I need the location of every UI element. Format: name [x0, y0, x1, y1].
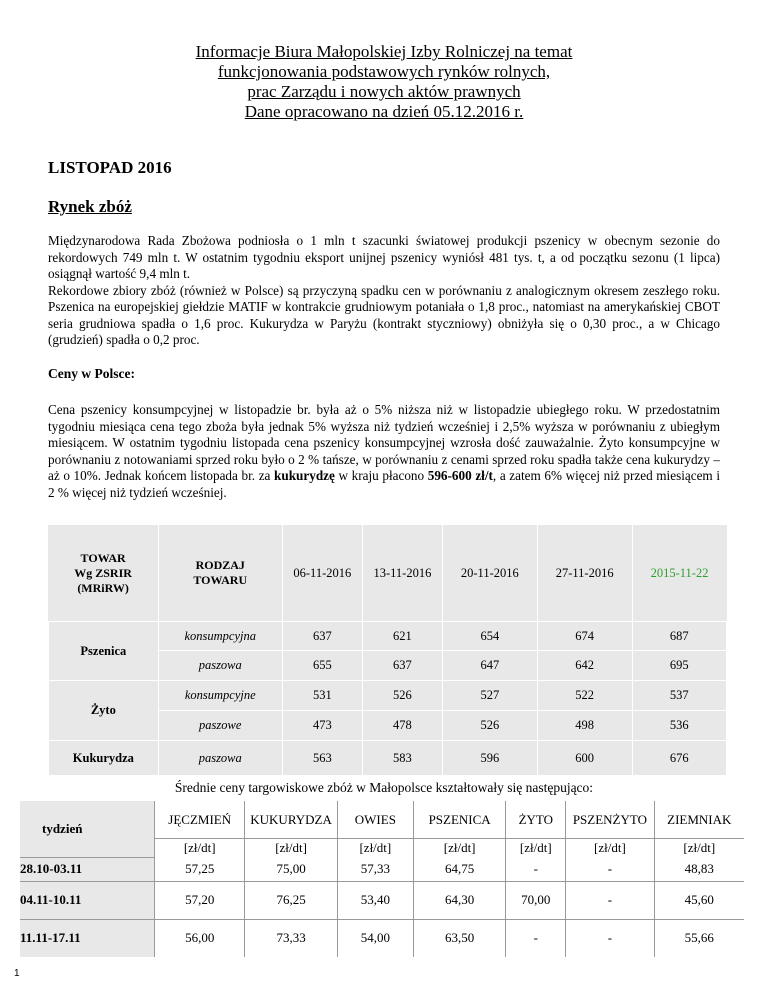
column-header: PSZENŻYTO [566, 801, 654, 839]
value-cell: 596 [442, 741, 537, 776]
value-cell: 563 [282, 741, 362, 776]
table-row [49, 741, 727, 776]
type-cell: konsumpcyjne [158, 681, 282, 711]
value-cell: 73,33 [245, 919, 337, 957]
unit-cell: [zł/dt] [506, 839, 566, 858]
header-text: TOWAR [80, 550, 126, 565]
header-line: funkcjonowania podstawowych rynków rolnych, [217, 62, 551, 81]
value-cell: 536 [632, 711, 726, 741]
national-prices-table [48, 525, 727, 776]
value-cell: 637 [282, 622, 362, 651]
value-cell: 57,25 [155, 857, 245, 881]
paragraph: Rekordowe zbiory zbóż (również w Polsce) są przyczyną spadku cen w porównaniu z analogicznym okresem zeszłego roku. Pszenica na europejskiej giełdzie MATIF w kontrakcie grudniowym potaniała o 1,8 proc., natomiast na amerykańskiej CBOT seria grudniowa spadła o 1,6 proc. Kukurydza w Paryżu (kontrakt styczniowy) obniżyła się o 0,30 proc., a w Chicago (grudzień) spadła o 0,2 proc. [48, 282, 720, 347]
value-cell: 695 [632, 651, 726, 681]
header-date: 13-11-2016 [362, 525, 442, 622]
value-cell: 531 [282, 681, 362, 711]
table-row [49, 681, 727, 711]
intro-paragraphs [48, 233, 720, 349]
paragraph-text: , a zatem 6% więcej niż przed miesiącem i 2 % więcej niż tydzień wcześniej. [48, 468, 720, 500]
value-cell: 655 [282, 651, 362, 681]
column-header: ZIEMNIAK [654, 801, 744, 839]
header-line: prac Zarządu i nowych aktów prawnych [247, 82, 521, 101]
paragraph-bold: kukurydzę [274, 468, 335, 483]
unit-cell: [zł/dt] [413, 839, 505, 858]
value-cell: 498 [537, 711, 632, 741]
unit-cell: [zł/dt] [337, 839, 413, 858]
value-cell: 76,25 [245, 881, 337, 919]
table-header-row [20, 801, 744, 839]
paragraph-text: w kraju płacono [334, 468, 428, 483]
unit-cell: [zł/dt] [155, 839, 245, 858]
header-date: 27-11-2016 [537, 525, 632, 622]
column-header: KUKURYDZA [245, 801, 337, 839]
value-cell: 522 [537, 681, 632, 711]
type-cell: paszowe [158, 711, 282, 741]
value-cell: 57,20 [155, 881, 245, 919]
section-title: LISTOPAD 2016 [48, 158, 172, 177]
value-cell: 53,40 [337, 881, 413, 919]
header-towar [49, 525, 159, 622]
value-cell: 674 [537, 622, 632, 651]
header-date: 20-11-2016 [442, 525, 537, 622]
value-cell: 54,00 [337, 919, 413, 957]
value-cell: 48,83 [654, 857, 744, 881]
header-rodzaj [158, 525, 282, 622]
value-cell: 621 [362, 622, 442, 651]
unit-cell: [zł/dt] [245, 839, 337, 858]
subsection-title: Rynek zbóż [48, 197, 132, 216]
unit-cell: [zł/dt] [566, 839, 654, 858]
value-cell: 654 [442, 622, 537, 651]
value-cell: 63,50 [413, 919, 505, 957]
column-header: JĘCZMIEŃ [155, 801, 245, 839]
header-date-prev-year: 2015-11-22 [632, 525, 726, 622]
value-cell: - [566, 857, 654, 881]
value-cell: 527 [442, 681, 537, 711]
value-cell: 56,00 [155, 919, 245, 957]
table-header-row [49, 525, 727, 622]
value-cell: 55,66 [654, 919, 744, 957]
table-row [20, 919, 744, 957]
header-text: (MRiRW) [77, 580, 129, 595]
unit-cell: [zł/dt] [654, 839, 744, 858]
value-cell: 676 [632, 741, 726, 776]
value-cell: 478 [362, 711, 442, 741]
type-cell: paszowa [158, 651, 282, 681]
header-text: Wg ZSRIR [74, 565, 132, 580]
value-cell: 687 [632, 622, 726, 651]
value-cell: 64,30 [413, 881, 505, 919]
group-cell: Pszenica [49, 622, 159, 681]
group-cell: Żyto [49, 681, 159, 741]
value-cell: 64,75 [413, 857, 505, 881]
header-date: 06-11-2016 [282, 525, 362, 622]
header-text: TOWARU [193, 573, 248, 587]
value-cell: - [566, 881, 654, 919]
header-line: Informacje Biura Małopolskiej Izby Rolniczej na temat [195, 42, 573, 61]
value-cell: 537 [632, 681, 726, 711]
paragraph-text: Cena pszenicy konsumpcyjnej w listopadzie br. była aż o 5% niższa niż w listopadzie ubiegłego roku. W przedostatnim tygodniu miesiąca cena tego zboża była jednak 5% wyższa niż tydzień wcześniej i 2,5% wyższa w porównaniu z ubiegłym miesiącem. W ostatnim tygodniu listopada cena pszenicy konsumpcyjnej wzrosła dość zauważalnie. Żyto konsumpcyjne w porównaniu z notowaniami sprzed roku było o 2 % tańsze, w porównaniu z cenami sprzed roku spadła także cena kukurydzy – aż o 10%. Jednak końcem listopada br. za [48, 402, 720, 483]
value-cell: 526 [362, 681, 442, 711]
week-cell: 04.11-10.11 [20, 881, 155, 919]
paragraph-bold: 596-600 zł/t [427, 468, 493, 483]
value-cell: 647 [442, 651, 537, 681]
value-cell: 45,60 [654, 881, 744, 919]
prices-heading: Ceny w Polsce: [48, 366, 135, 381]
week-cell: 11.11-17.11 [20, 919, 155, 957]
group-cell: Kukurydza [49, 741, 159, 776]
value-cell: 642 [537, 651, 632, 681]
page-number: 1 [14, 968, 20, 979]
value-cell: 57,33 [337, 857, 413, 881]
header-text: RODZAJ [195, 558, 245, 572]
value-cell: 70,00 [506, 881, 566, 919]
paragraph: Międzynarodowa Rada Zbożowa podniosła o 1 mln t szacunki światowej produkcji pszenicy w obecnym sezonie do rekordowych 749 mln t. W ostatnim tygodniu eksport unijnej pszenicy wyniósł 481 tys. t, a od początku sezonu (1 lipca) osiągnął wartość 9,4 mln t. [48, 233, 720, 281]
header-line: Dane opracowano na dzień 05.12.2016 r. [244, 102, 524, 121]
value-cell: 583 [362, 741, 442, 776]
table-row [20, 881, 744, 919]
value-cell: 637 [362, 651, 442, 681]
prices-paragraph [48, 402, 720, 501]
table-row [49, 622, 727, 651]
column-header: PSZENICA [413, 801, 505, 839]
value-cell: 526 [442, 711, 537, 741]
type-cell: paszowa [158, 741, 282, 776]
week-cell: 28.10-03.11 [20, 857, 155, 881]
value-cell: 600 [537, 741, 632, 776]
week-header: tydzień [20, 801, 155, 857]
table-row [20, 857, 744, 881]
type-cell: konsumpcyjna [158, 622, 282, 651]
value-cell: - [506, 857, 566, 881]
document-header [0, 42, 768, 122]
table-caption: Średnie ceny targowiskowe zbóż w Małopolsce kształtowały się następująco: [174, 780, 594, 795]
column-header: ŻYTO [506, 801, 566, 839]
value-cell: 473 [282, 711, 362, 741]
column-header: OWIES [337, 801, 413, 839]
market-prices-table [20, 801, 744, 957]
value-cell: - [506, 919, 566, 957]
value-cell: 75,00 [245, 857, 337, 881]
value-cell: - [566, 919, 654, 957]
